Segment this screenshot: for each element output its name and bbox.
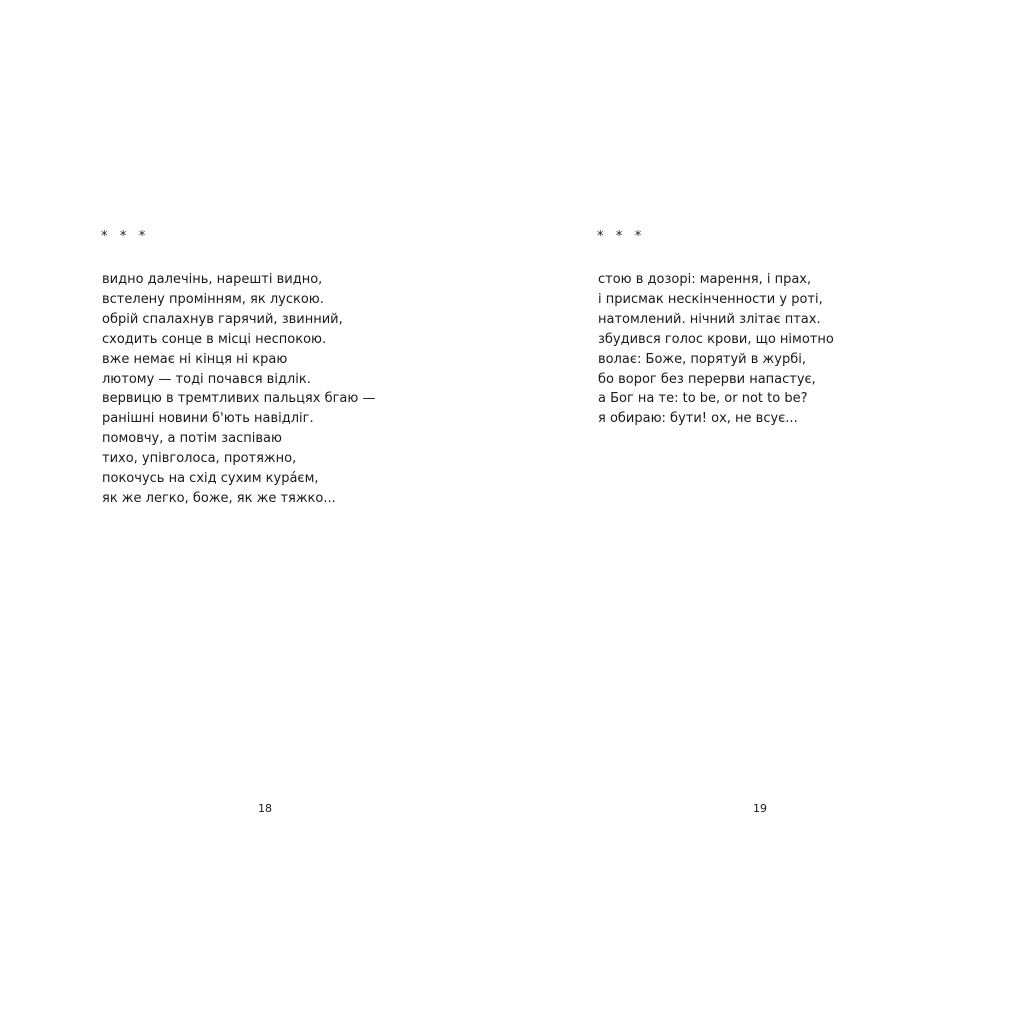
poem-line: сходить сонце в місці неспокою. <box>102 331 327 347</box>
poem-line: збудився голос крови, що німотно <box>598 331 834 347</box>
poem-line: встелену промінням, як лускою. <box>102 291 324 307</box>
poem-line: вервицю в тремтливих пальцях бгаю — <box>102 391 376 407</box>
poem-line: вже немає ні кінця ні краю <box>102 351 288 367</box>
page-number: 18 <box>258 802 272 815</box>
poem-line: волає: Боже, порятуй в журбі, <box>598 351 806 367</box>
poem-text <box>598 270 834 429</box>
poem-text <box>102 270 375 509</box>
poem-line: як же легко, боже, як же тяжко... <box>102 490 336 506</box>
section-separator: * * * <box>597 229 642 244</box>
poem-line: обрій спалахнув гарячий, звинний, <box>102 311 343 327</box>
poem-line: стою в дозорі: марення, і прах, <box>598 272 812 287</box>
poem-line: натомлений. нічний злітає птах. <box>598 311 821 327</box>
poem-line: і присмак нескінченности у роті, <box>598 291 823 307</box>
right-page <box>512 0 1024 1024</box>
poem-line: бо ворог без перерви напастує, <box>598 371 816 387</box>
poem-line: помовчу, а потім заспіваю <box>102 431 282 447</box>
poem-line: лютому — тоді почався відлік. <box>102 371 311 387</box>
page-number: 19 <box>753 802 767 815</box>
poem-line: покочусь на схід сухим кура́єм, <box>102 471 319 487</box>
poem-line: я обираю: бути! ох, не всує... <box>598 411 798 427</box>
section-separator: * * * <box>101 229 146 244</box>
poem-line: видно далечінь, нарешті видно, <box>102 272 323 287</box>
poem-line: а Бог на те: to be, or not to be? <box>598 391 808 407</box>
poem-line: тихо, упівголоса, протяжно, <box>102 451 297 467</box>
poem-line: ранішні новини б'ють навідліг. <box>102 411 314 427</box>
